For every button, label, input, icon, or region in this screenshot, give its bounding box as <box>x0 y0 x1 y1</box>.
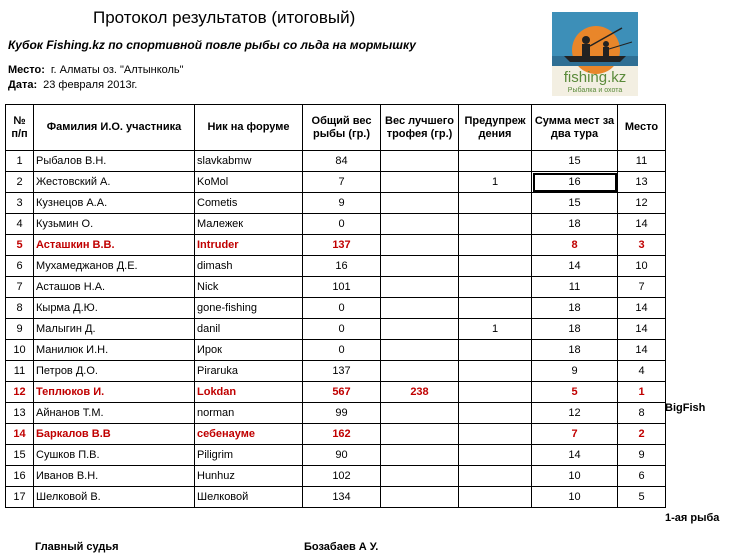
cell-total-weight[interactable]: 102 <box>303 466 381 487</box>
cell-nick[interactable]: Intruder <box>195 235 303 256</box>
cell-sum-places[interactable]: 15 <box>532 151 618 172</box>
cell-total-weight[interactable]: 101 <box>303 277 381 298</box>
cell-name[interactable]: Айнанов Т.М. <box>34 403 195 424</box>
cell-warnings[interactable] <box>459 403 532 424</box>
cell-place[interactable]: 7 <box>618 277 666 298</box>
cell-name[interactable]: Баркалов В.В <box>34 424 195 445</box>
cell-best-trophy[interactable] <box>381 214 459 235</box>
place-line <box>8 64 184 76</box>
cell-total-weight[interactable]: 0 <box>303 319 381 340</box>
table-header-row <box>6 105 666 151</box>
cell-name[interactable]: Асташов Н.А. <box>34 277 195 298</box>
svg-text:fishing.kz: fishing.kz <box>563 69 627 86</box>
date-label: Дата: <box>8 79 38 91</box>
cell-total-weight[interactable]: 0 <box>303 298 381 319</box>
table-row <box>6 466 666 487</box>
cell-total-weight[interactable]: 84 <box>303 151 381 172</box>
cell-nick[interactable]: Шелковой <box>195 487 303 508</box>
cell-name[interactable]: Жестовский А. <box>34 172 195 193</box>
date-line <box>8 79 137 91</box>
cell-sum-places[interactable]: 18 <box>532 319 618 340</box>
cell-name[interactable]: Асташкин В.В. <box>34 235 195 256</box>
table-row <box>6 214 666 235</box>
cell-num[interactable]: 16 <box>6 466 34 487</box>
logo-image <box>552 12 638 96</box>
table-row <box>6 193 666 214</box>
cell-total-weight[interactable]: 134 <box>303 487 381 508</box>
cell-num[interactable]: 4 <box>6 214 34 235</box>
cell-best-trophy[interactable] <box>381 361 459 382</box>
cell-best-trophy[interactable] <box>381 466 459 487</box>
cell-nick[interactable]: norman <box>195 403 303 424</box>
cell-warnings[interactable] <box>459 298 532 319</box>
table-body <box>6 151 666 508</box>
cell-nick[interactable]: gone-fishing <box>195 298 303 319</box>
cell-total-weight[interactable]: 16 <box>303 256 381 277</box>
cell-total-weight[interactable]: 0 <box>303 340 381 361</box>
table-row <box>6 424 666 445</box>
cell-num[interactable]: 2 <box>6 172 34 193</box>
cell-name[interactable]: Рыбалов В.Н. <box>34 151 195 172</box>
cell-num[interactable]: 5 <box>6 235 34 256</box>
cell-sum-places[interactable]: 16 <box>532 172 618 193</box>
cell-name[interactable]: Манилюк И.Н. <box>34 340 195 361</box>
cell-sum-places[interactable]: 18 <box>532 340 618 361</box>
cell-warnings[interactable]: 1 <box>459 172 532 193</box>
cell-sum-places[interactable]: 12 <box>532 403 618 424</box>
table-row <box>6 319 666 340</box>
cell-total-weight[interactable]: 7 <box>303 172 381 193</box>
table-row <box>6 340 666 361</box>
cell-best-trophy[interactable] <box>381 424 459 445</box>
cell-best-trophy[interactable] <box>381 235 459 256</box>
table-row <box>6 256 666 277</box>
cell-num[interactable]: 3 <box>6 193 34 214</box>
cell-num[interactable]: 10 <box>6 340 34 361</box>
cell-sum-places[interactable]: 8 <box>532 235 618 256</box>
cell-nick[interactable]: Hunhuz <box>195 466 303 487</box>
header-name: Фамилия И.О. участника <box>34 105 195 151</box>
cell-nick[interactable]: KoMol <box>195 172 303 193</box>
cell-sum-places[interactable]: 11 <box>532 277 618 298</box>
cell-nick[interactable]: Малежек <box>195 214 303 235</box>
cell-total-weight[interactable]: 0 <box>303 214 381 235</box>
table-row <box>6 361 666 382</box>
cell-warnings[interactable] <box>459 340 532 361</box>
table-row <box>6 298 666 319</box>
cell-place[interactable]: 9 <box>618 445 666 466</box>
cell-num[interactable]: 8 <box>6 298 34 319</box>
cell-nick[interactable]: slavkabmw <box>195 151 303 172</box>
cell-num[interactable]: 14 <box>6 424 34 445</box>
header-num: № п/п <box>6 105 34 151</box>
cell-warnings[interactable] <box>459 487 532 508</box>
cell-total-weight[interactable]: 567 <box>303 382 381 403</box>
cell-nick[interactable]: себенауме <box>195 424 303 445</box>
judge-name: Бозабаев А У. <box>304 541 379 553</box>
cell-best-trophy[interactable] <box>381 487 459 508</box>
cell-warnings[interactable] <box>459 214 532 235</box>
header-sum-places: Сумма мест за два тура <box>532 105 618 151</box>
cell-name[interactable]: Кырма Д.Ю. <box>34 298 195 319</box>
cell-sum-places[interactable]: 14 <box>532 445 618 466</box>
cell-sum-places[interactable]: 18 <box>532 298 618 319</box>
page-title: Протокол результатов (итоговый) <box>93 8 356 27</box>
header-total-weight: Общий вес рыбы (гр.) <box>303 105 381 151</box>
table-row <box>6 277 666 298</box>
cell-total-weight[interactable]: 90 <box>303 445 381 466</box>
first-fish-note: 1-ая рыба <box>665 512 720 524</box>
cell-num[interactable]: 6 <box>6 256 34 277</box>
table-row <box>6 487 666 508</box>
cell-num[interactable]: 7 <box>6 277 34 298</box>
judge-label: Главный судья <box>35 541 119 553</box>
cell-place[interactable]: 8 <box>618 403 666 424</box>
cell-name[interactable]: Теплюков И. <box>34 382 195 403</box>
table-row <box>6 172 666 193</box>
cell-best-trophy[interactable] <box>381 319 459 340</box>
cell-nick[interactable]: Nick <box>195 277 303 298</box>
cell-warnings[interactable] <box>459 466 532 487</box>
cell-nick[interactable]: Cometis <box>195 193 303 214</box>
cell-warnings[interactable] <box>459 193 532 214</box>
cell-total-weight[interactable]: 137 <box>303 235 381 256</box>
cell-sum-places[interactable]: 5 <box>532 382 618 403</box>
cell-name[interactable]: Сушков П.В. <box>34 445 195 466</box>
cell-place[interactable]: 10 <box>618 256 666 277</box>
cell-place[interactable]: 13 <box>618 172 666 193</box>
place-label: Место: <box>8 64 45 76</box>
table-row <box>6 403 666 424</box>
cell-sum-places[interactable]: 14 <box>532 256 618 277</box>
svg-text:Рыбалка и охота: Рыбалка и охота <box>567 87 623 94</box>
cell-total-weight[interactable]: 137 <box>303 361 381 382</box>
cell-name[interactable]: Малыгин Д. <box>34 319 195 340</box>
cell-warnings[interactable]: 1 <box>459 319 532 340</box>
cell-warnings[interactable] <box>459 424 532 445</box>
cell-place[interactable]: 5 <box>618 487 666 508</box>
cell-sum-places[interactable]: 10 <box>532 466 618 487</box>
cell-name[interactable]: Кузнецов А.А. <box>34 193 195 214</box>
table-row <box>6 235 666 256</box>
cell-nick[interactable]: dimash <box>195 256 303 277</box>
header-nick: Ник на форуме <box>195 105 303 151</box>
cell-sum-places[interactable]: 9 <box>532 361 618 382</box>
cell-warnings[interactable] <box>459 445 532 466</box>
results-table <box>5 104 666 508</box>
cell-sum-places[interactable]: 10 <box>532 487 618 508</box>
cell-nick[interactable]: danil <box>195 319 303 340</box>
cell-num[interactable]: 17 <box>6 487 34 508</box>
cell-best-trophy[interactable] <box>381 445 459 466</box>
cell-best-trophy[interactable] <box>381 340 459 361</box>
cell-place[interactable]: 6 <box>618 466 666 487</box>
cell-sum-places[interactable]: 18 <box>532 214 618 235</box>
cell-place[interactable]: 2 <box>618 424 666 445</box>
cell-sum-places[interactable]: 7 <box>532 424 618 445</box>
cell-best-trophy[interactable] <box>381 151 459 172</box>
cell-place[interactable]: 14 <box>618 298 666 319</box>
place-value: г. Алматы оз. "Алтынколь" <box>50 64 184 76</box>
cell-best-trophy[interactable] <box>381 298 459 319</box>
cell-place[interactable]: 14 <box>618 340 666 361</box>
cell-name[interactable]: Кузьмин О. <box>34 214 195 235</box>
cell-place[interactable]: 14 <box>618 214 666 235</box>
cell-name[interactable]: Шелковой В. <box>34 487 195 508</box>
cell-nick[interactable]: Piraruka <box>195 361 303 382</box>
header-best-trophy: Вес лучшего трофея (гр.) <box>381 105 459 151</box>
cell-num[interactable]: 9 <box>6 319 34 340</box>
cell-num[interactable]: 11 <box>6 361 34 382</box>
cell-best-trophy[interactable]: 238 <box>381 382 459 403</box>
cell-name[interactable]: Иванов В.Н. <box>34 466 195 487</box>
cell-best-trophy[interactable] <box>381 193 459 214</box>
bigfish-note: BigFish <box>665 402 706 414</box>
date-value: 23 февраля 2013г. <box>43 79 138 91</box>
cell-warnings[interactable] <box>459 277 532 298</box>
cell-nick[interactable]: Ирок <box>195 340 303 361</box>
cell-best-trophy[interactable] <box>381 256 459 277</box>
cell-place[interactable]: 3 <box>618 235 666 256</box>
cell-warnings[interactable] <box>459 151 532 172</box>
cell-name[interactable]: Мухамеджанов Д.Е. <box>34 256 195 277</box>
competition-subtitle: Кубок Fishing.kz по спортивной повле рыбы со льда на мормышку <box>8 38 416 52</box>
cell-warnings[interactable] <box>459 235 532 256</box>
cell-num[interactable]: 13 <box>6 403 34 424</box>
cell-num[interactable]: 15 <box>6 445 34 466</box>
cell-best-trophy[interactable] <box>381 172 459 193</box>
cell-place[interactable]: 14 <box>618 319 666 340</box>
cell-best-trophy[interactable] <box>381 277 459 298</box>
cell-warnings[interactable] <box>459 361 532 382</box>
cell-total-weight[interactable]: 162 <box>303 424 381 445</box>
cell-place[interactable]: 4 <box>618 361 666 382</box>
cell-nick[interactable]: Piligrim <box>195 445 303 466</box>
cell-num[interactable]: 12 <box>6 382 34 403</box>
cell-warnings[interactable] <box>459 256 532 277</box>
cell-place[interactable]: 12 <box>618 193 666 214</box>
cell-warnings[interactable] <box>459 382 532 403</box>
cell-best-trophy[interactable] <box>381 403 459 424</box>
header-warnings: Предупреж дения <box>459 105 532 151</box>
table-row <box>6 445 666 466</box>
cell-place[interactable]: 1 <box>618 382 666 403</box>
cell-place[interactable]: 11 <box>618 151 666 172</box>
cell-sum-places[interactable]: 15 <box>532 193 618 214</box>
cell-total-weight[interactable]: 9 <box>303 193 381 214</box>
cell-name[interactable]: Петров Д.О. <box>34 361 195 382</box>
table-row <box>6 151 666 172</box>
fishing-kz-logo <box>552 12 638 96</box>
header-place: Место <box>618 105 666 151</box>
cell-num[interactable]: 1 <box>6 151 34 172</box>
table-row <box>6 382 666 403</box>
cell-total-weight[interactable]: 99 <box>303 403 381 424</box>
cell-nick[interactable]: Lokdan <box>195 382 303 403</box>
